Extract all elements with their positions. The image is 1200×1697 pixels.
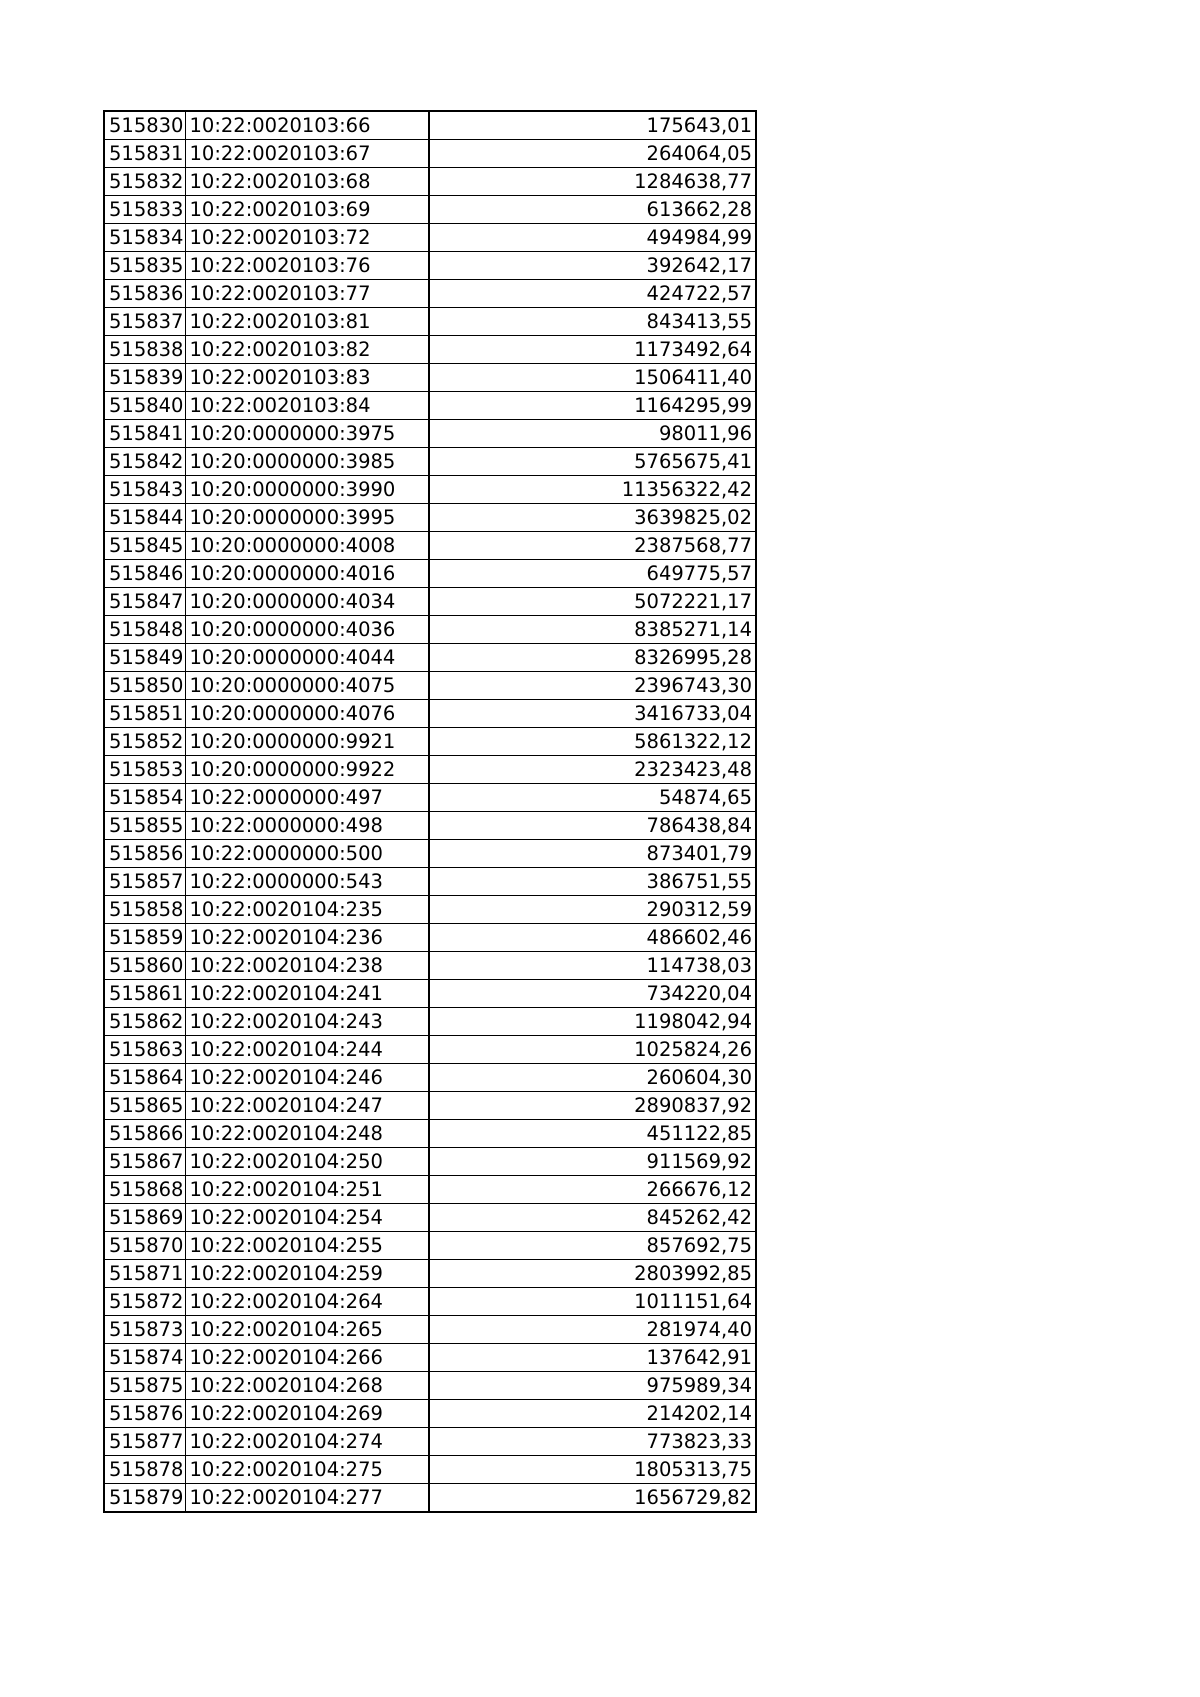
cadastral-number-cell: 10:22:0020104:238 (185, 952, 429, 980)
row-id-cell: 515879 (104, 1484, 185, 1513)
cadastral-number-cell: 10:22:0000000:497 (185, 784, 429, 812)
row-id-cell: 515876 (104, 1400, 185, 1428)
cadastral-number-cell: 10:20:0000000:4034 (185, 588, 429, 616)
cadastral-number-cell: 10:20:0000000:4044 (185, 644, 429, 672)
value-cell: 494984,99 (429, 224, 756, 252)
table-row (104, 672, 756, 700)
table-row (104, 532, 756, 560)
value-cell: 613662,28 (429, 196, 756, 224)
table-row (104, 504, 756, 532)
cadastral-number-cell: 10:22:0020104:243 (185, 1008, 429, 1036)
row-id-cell: 515861 (104, 980, 185, 1008)
table-row (104, 1204, 756, 1232)
row-id-cell: 515852 (104, 728, 185, 756)
value-cell: 424722,57 (429, 280, 756, 308)
cadastral-number-cell: 10:22:0020104:274 (185, 1428, 429, 1456)
cadastral-number-cell: 10:22:0020103:72 (185, 224, 429, 252)
table-row (104, 364, 756, 392)
table-row (104, 1008, 756, 1036)
cadastral-number-cell: 10:22:0020104:277 (185, 1484, 429, 1513)
value-cell: 5072221,17 (429, 588, 756, 616)
row-id-cell: 515868 (104, 1176, 185, 1204)
row-id-cell: 515870 (104, 1232, 185, 1260)
row-id-cell: 515839 (104, 364, 185, 392)
cadastral-number-cell: 10:22:0020103:68 (185, 168, 429, 196)
cadastral-number-cell: 10:20:0000000:9921 (185, 728, 429, 756)
row-id-cell: 515844 (104, 504, 185, 532)
row-id-cell: 515869 (104, 1204, 185, 1232)
row-id-cell: 515855 (104, 812, 185, 840)
data-table (103, 110, 757, 1513)
row-id-cell: 515833 (104, 196, 185, 224)
cadastral-number-cell: 10:22:0020103:83 (185, 364, 429, 392)
value-cell: 8326995,28 (429, 644, 756, 672)
value-cell: 1198042,94 (429, 1008, 756, 1036)
cadastral-number-cell: 10:20:0000000:4016 (185, 560, 429, 588)
value-cell: 54874,65 (429, 784, 756, 812)
row-id-cell: 515835 (104, 252, 185, 280)
cadastral-number-cell: 10:20:0000000:9922 (185, 756, 429, 784)
table-row (104, 728, 756, 756)
table-row (104, 1260, 756, 1288)
value-cell: 2387568,77 (429, 532, 756, 560)
value-cell: 2890837,92 (429, 1092, 756, 1120)
cadastral-number-cell: 10:22:0020104:247 (185, 1092, 429, 1120)
row-id-cell: 515830 (104, 111, 185, 140)
cadastral-number-cell: 10:22:0020104:248 (185, 1120, 429, 1148)
table-row (104, 1036, 756, 1064)
value-cell: 1164295,99 (429, 392, 756, 420)
row-id-cell: 515856 (104, 840, 185, 868)
cadastral-number-cell: 10:22:0020104:236 (185, 924, 429, 952)
value-cell: 98011,96 (429, 420, 756, 448)
value-cell: 773823,33 (429, 1428, 756, 1456)
value-cell: 857692,75 (429, 1232, 756, 1260)
table-body (104, 111, 756, 1512)
row-id-cell: 515863 (104, 1036, 185, 1064)
table-row (104, 980, 756, 1008)
value-cell: 264064,05 (429, 140, 756, 168)
cadastral-number-cell: 10:22:0000000:498 (185, 812, 429, 840)
table-row (104, 1120, 756, 1148)
cadastral-number-cell: 10:20:0000000:4008 (185, 532, 429, 560)
cadastral-number-cell: 10:22:0020104:265 (185, 1316, 429, 1344)
table-row (104, 1372, 756, 1400)
table-row (104, 1456, 756, 1484)
row-id-cell: 515878 (104, 1456, 185, 1484)
table-row (104, 252, 756, 280)
row-id-cell: 515850 (104, 672, 185, 700)
cadastral-number-cell: 10:22:0020104:266 (185, 1344, 429, 1372)
value-cell: 290312,59 (429, 896, 756, 924)
cadastral-number-cell: 10:22:0020103:69 (185, 196, 429, 224)
table-row (104, 1092, 756, 1120)
value-cell: 3639825,02 (429, 504, 756, 532)
table-row (104, 1316, 756, 1344)
table-row (104, 448, 756, 476)
table-row (104, 812, 756, 840)
value-cell: 5765675,41 (429, 448, 756, 476)
value-cell: 137642,91 (429, 1344, 756, 1372)
row-id-cell: 515874 (104, 1344, 185, 1372)
value-cell: 266676,12 (429, 1176, 756, 1204)
table-row (104, 560, 756, 588)
table-row (104, 224, 756, 252)
table-row (104, 588, 756, 616)
value-cell: 451122,85 (429, 1120, 756, 1148)
table-row (104, 868, 756, 896)
row-id-cell: 515846 (104, 560, 185, 588)
value-cell: 281974,40 (429, 1316, 756, 1344)
row-id-cell: 515841 (104, 420, 185, 448)
row-id-cell: 515845 (104, 532, 185, 560)
table-row (104, 1400, 756, 1428)
row-id-cell: 515858 (104, 896, 185, 924)
row-id-cell: 515831 (104, 140, 185, 168)
row-id-cell: 515842 (104, 448, 185, 476)
value-cell: 11356322,42 (429, 476, 756, 504)
value-cell: 2323423,48 (429, 756, 756, 784)
row-id-cell: 515860 (104, 952, 185, 980)
value-cell: 2803992,85 (429, 1260, 756, 1288)
table-row (104, 1148, 756, 1176)
value-cell: 873401,79 (429, 840, 756, 868)
table-row (104, 308, 756, 336)
value-cell: 114738,03 (429, 952, 756, 980)
table-row (104, 392, 756, 420)
value-cell: 214202,14 (429, 1400, 756, 1428)
cadastral-number-cell: 10:20:0000000:3975 (185, 420, 429, 448)
cadastral-number-cell: 10:22:0020103:76 (185, 252, 429, 280)
cadastral-number-cell: 10:20:0000000:3995 (185, 504, 429, 532)
table-row (104, 1232, 756, 1260)
value-cell: 486602,46 (429, 924, 756, 952)
cadastral-number-cell: 10:20:0000000:4075 (185, 672, 429, 700)
table-row (104, 756, 756, 784)
cadastral-number-cell: 10:22:0020104:268 (185, 1372, 429, 1400)
cadastral-number-cell: 10:22:0020104:246 (185, 1064, 429, 1092)
table-row (104, 952, 756, 980)
row-id-cell: 515872 (104, 1288, 185, 1316)
table-row (104, 1484, 756, 1513)
row-id-cell: 515873 (104, 1316, 185, 1344)
cadastral-number-cell: 10:22:0020103:84 (185, 392, 429, 420)
row-id-cell: 515864 (104, 1064, 185, 1092)
cadastral-number-cell: 10:20:0000000:3990 (185, 476, 429, 504)
row-id-cell: 515843 (104, 476, 185, 504)
cadastral-number-cell: 10:22:0020103:82 (185, 336, 429, 364)
table-row (104, 476, 756, 504)
row-id-cell: 515862 (104, 1008, 185, 1036)
table-row (104, 616, 756, 644)
row-id-cell: 515836 (104, 280, 185, 308)
table-row (104, 1064, 756, 1092)
table-row (104, 896, 756, 924)
value-cell: 1506411,40 (429, 364, 756, 392)
table-row (104, 336, 756, 364)
row-id-cell: 515867 (104, 1148, 185, 1176)
value-cell: 3416733,04 (429, 700, 756, 728)
table-row (104, 111, 756, 140)
cadastral-number-cell: 10:20:0000000:4036 (185, 616, 429, 644)
table-row (104, 644, 756, 672)
row-id-cell: 515865 (104, 1092, 185, 1120)
row-id-cell: 515877 (104, 1428, 185, 1456)
row-id-cell: 515859 (104, 924, 185, 952)
table-row (104, 1288, 756, 1316)
cadastral-number-cell: 10:22:0020104:235 (185, 896, 429, 924)
row-id-cell: 515837 (104, 308, 185, 336)
value-cell: 843413,55 (429, 308, 756, 336)
row-id-cell: 515832 (104, 168, 185, 196)
value-cell: 1656729,82 (429, 1484, 756, 1513)
value-cell: 1025824,26 (429, 1036, 756, 1064)
row-id-cell: 515866 (104, 1120, 185, 1148)
value-cell: 975989,34 (429, 1372, 756, 1400)
table-row (104, 280, 756, 308)
row-id-cell: 515834 (104, 224, 185, 252)
row-id-cell: 515857 (104, 868, 185, 896)
cadastral-number-cell: 10:20:0000000:4076 (185, 700, 429, 728)
table-row (104, 1344, 756, 1372)
cadastral-number-cell: 10:22:0020104:250 (185, 1148, 429, 1176)
value-cell: 1805313,75 (429, 1456, 756, 1484)
value-cell: 845262,42 (429, 1204, 756, 1232)
cadastral-number-cell: 10:22:0020104:275 (185, 1456, 429, 1484)
table-row (104, 420, 756, 448)
value-cell: 175643,01 (429, 111, 756, 140)
cadastral-number-cell: 10:22:0020104:251 (185, 1176, 429, 1204)
row-id-cell: 515838 (104, 336, 185, 364)
value-cell: 8385271,14 (429, 616, 756, 644)
cadastral-number-cell: 10:22:0020103:81 (185, 308, 429, 336)
cadastral-number-cell: 10:22:0000000:543 (185, 868, 429, 896)
value-cell: 1011151,64 (429, 1288, 756, 1316)
row-id-cell: 515871 (104, 1260, 185, 1288)
table-row (104, 1428, 756, 1456)
value-cell: 649775,57 (429, 560, 756, 588)
cadastral-number-cell: 10:22:0020104:259 (185, 1260, 429, 1288)
row-id-cell: 515849 (104, 644, 185, 672)
cadastral-number-cell: 10:22:0020103:66 (185, 111, 429, 140)
row-id-cell: 515840 (104, 392, 185, 420)
cadastral-number-cell: 10:22:0020103:67 (185, 140, 429, 168)
value-cell: 1173492,64 (429, 336, 756, 364)
row-id-cell: 515853 (104, 756, 185, 784)
row-id-cell: 515847 (104, 588, 185, 616)
table-row (104, 196, 756, 224)
table-row (104, 840, 756, 868)
cadastral-number-cell: 10:20:0000000:3985 (185, 448, 429, 476)
value-cell: 260604,30 (429, 1064, 756, 1092)
value-cell: 734220,04 (429, 980, 756, 1008)
cadastral-number-cell: 10:22:0020104:254 (185, 1204, 429, 1232)
row-id-cell: 515848 (104, 616, 185, 644)
table-row (104, 700, 756, 728)
table-row (104, 784, 756, 812)
value-cell: 786438,84 (429, 812, 756, 840)
row-id-cell: 515854 (104, 784, 185, 812)
cadastral-number-cell: 10:22:0020104:269 (185, 1400, 429, 1428)
row-id-cell: 515875 (104, 1372, 185, 1400)
table-row (104, 1176, 756, 1204)
row-id-cell: 515851 (104, 700, 185, 728)
cadastral-number-cell: 10:22:0020104:255 (185, 1232, 429, 1260)
cadastral-number-cell: 10:22:0020103:77 (185, 280, 429, 308)
value-cell: 392642,17 (429, 252, 756, 280)
cadastral-number-cell: 10:22:0020104:244 (185, 1036, 429, 1064)
value-cell: 2396743,30 (429, 672, 756, 700)
cadastral-number-cell: 10:22:0020104:264 (185, 1288, 429, 1316)
value-cell: 5861322,12 (429, 728, 756, 756)
cadastral-number-cell: 10:22:0000000:500 (185, 840, 429, 868)
table-row (104, 924, 756, 952)
value-cell: 1284638,77 (429, 168, 756, 196)
value-cell: 911569,92 (429, 1148, 756, 1176)
cadastral-number-cell: 10:22:0020104:241 (185, 980, 429, 1008)
value-cell: 386751,55 (429, 868, 756, 896)
table-row (104, 168, 756, 196)
table-row (104, 140, 756, 168)
